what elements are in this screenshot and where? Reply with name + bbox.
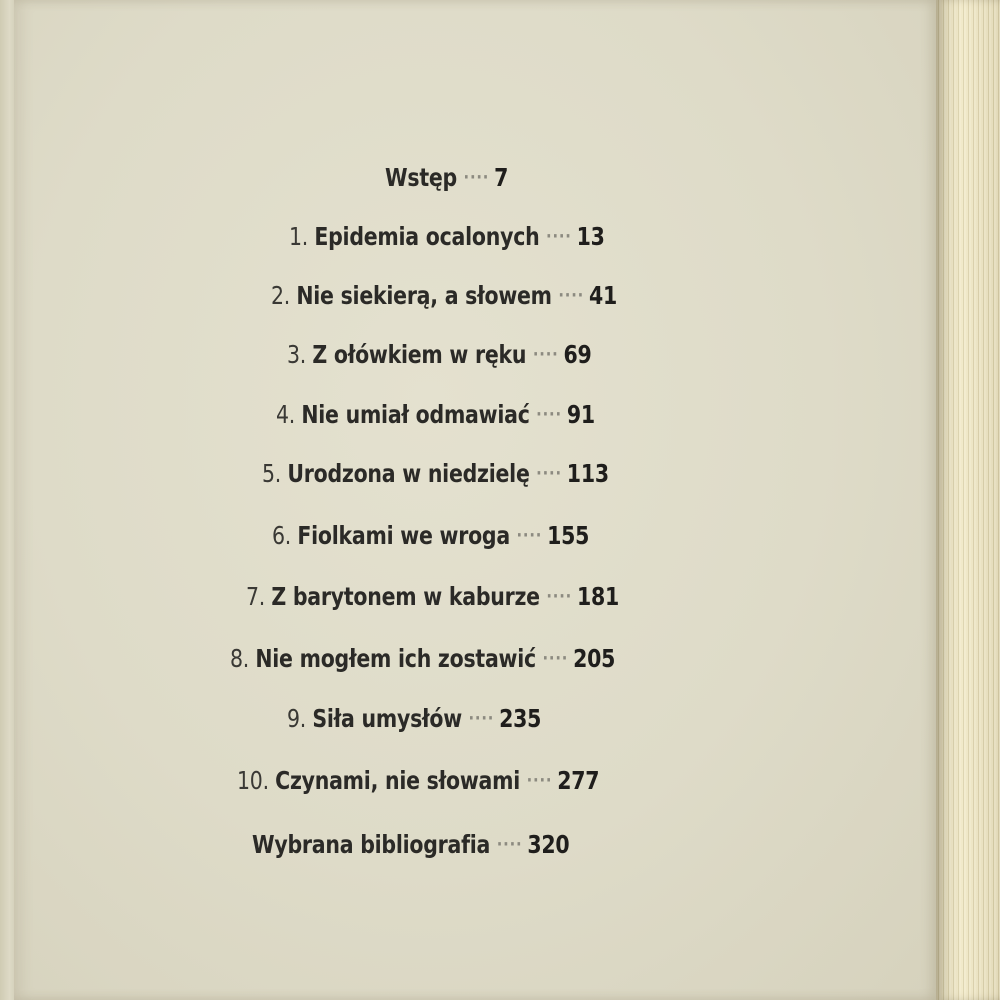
- toc-entry-title: Z barytonem w kaburze: [271, 582, 540, 611]
- toc-entry-intro: [385, 163, 508, 193]
- toc-leader-dots: ····: [558, 285, 585, 306]
- toc-entry-page: 69: [563, 340, 592, 369]
- toc-leader-dots: ····: [463, 167, 490, 188]
- toc-leader-dots: ····: [516, 525, 543, 546]
- toc-entry-number: 4.: [276, 400, 296, 429]
- toc-entry-page: 13: [576, 222, 605, 251]
- toc-entry-page: 113: [566, 459, 609, 488]
- toc-leader-dots: ····: [536, 404, 562, 425]
- toc-entry-title: Epidemia ocalonych: [314, 222, 540, 251]
- toc-leader-dots: ····: [468, 708, 495, 729]
- toc-entry-chapter-7: [246, 582, 619, 612]
- toc-entry-title: Wybrana bibliografia: [252, 830, 491, 859]
- toc-entry-title: Z ołówkiem w ręku: [312, 340, 527, 369]
- toc-entry-chapter-8: [230, 644, 615, 674]
- toc-entry-page: 181: [577, 582, 620, 611]
- toc-entry-number: 9.: [287, 704, 307, 733]
- toc-entry-chapter-3: [287, 340, 592, 370]
- toc-entry-chapter-4: [276, 400, 595, 430]
- toc-entry-chapter-5: [262, 459, 609, 489]
- toc-entry-chapter-2: [271, 281, 617, 311]
- toc-entry-page: 155: [547, 521, 590, 550]
- toc-entry-page: 235: [499, 704, 542, 733]
- toc-entry-chapter-10: [237, 766, 599, 796]
- toc-entry-number: 5.: [262, 459, 282, 488]
- page-block-edge: [936, 0, 1000, 1000]
- toc-entry-page: 91: [566, 400, 595, 429]
- toc-entry-title: Fiolkami we wroga: [297, 521, 510, 550]
- toc-entry-page: 205: [573, 644, 616, 673]
- toc-entry-title: Nie umiał odmawiać: [301, 400, 530, 429]
- toc-entry-title: Czynami, nie słowami: [275, 766, 521, 795]
- toc-entry-number: 2.: [271, 281, 291, 310]
- table-of-contents: [14, 0, 936, 1000]
- toc-entry-number: 3.: [287, 340, 307, 369]
- toc-entry-title: Nie mogłem ich zostawić: [255, 644, 536, 673]
- toc-entry-chapter-9: [287, 704, 541, 734]
- toc-leader-dots: ····: [526, 770, 553, 791]
- toc-leader-dots: ····: [532, 344, 559, 365]
- toc-entry-title: Siła umysłów: [312, 704, 462, 733]
- toc-entry-page: 277: [557, 766, 600, 795]
- toc-leader-dots: ····: [546, 226, 572, 247]
- toc-leader-dots: ····: [536, 463, 562, 484]
- toc-leader-dots: ····: [546, 586, 573, 607]
- toc-entry-title: Nie siekierą, a słowem: [296, 281, 552, 310]
- toc-entry-number: 10.: [237, 766, 269, 795]
- toc-entry-number: 7.: [246, 582, 266, 611]
- toc-entry-bibliography: [252, 830, 569, 860]
- toc-entry-title: Wstęp: [385, 163, 457, 192]
- toc-entry-number: 1.: [289, 222, 309, 251]
- toc-entry-number: 6.: [272, 521, 292, 550]
- toc-entry-page: 320: [527, 830, 570, 859]
- toc-entry-title: Urodzona w niedzielę: [287, 459, 530, 488]
- toc-entry-number: 8.: [230, 644, 250, 673]
- toc-entry-page: 7: [494, 163, 509, 192]
- toc-leader-dots: ····: [542, 648, 569, 669]
- toc-entry-chapter-1: [289, 222, 605, 252]
- toc-entry-chapter-6: [272, 521, 589, 551]
- toc-entry-page: 41: [588, 281, 618, 310]
- toc-leader-dots: ····: [496, 834, 523, 855]
